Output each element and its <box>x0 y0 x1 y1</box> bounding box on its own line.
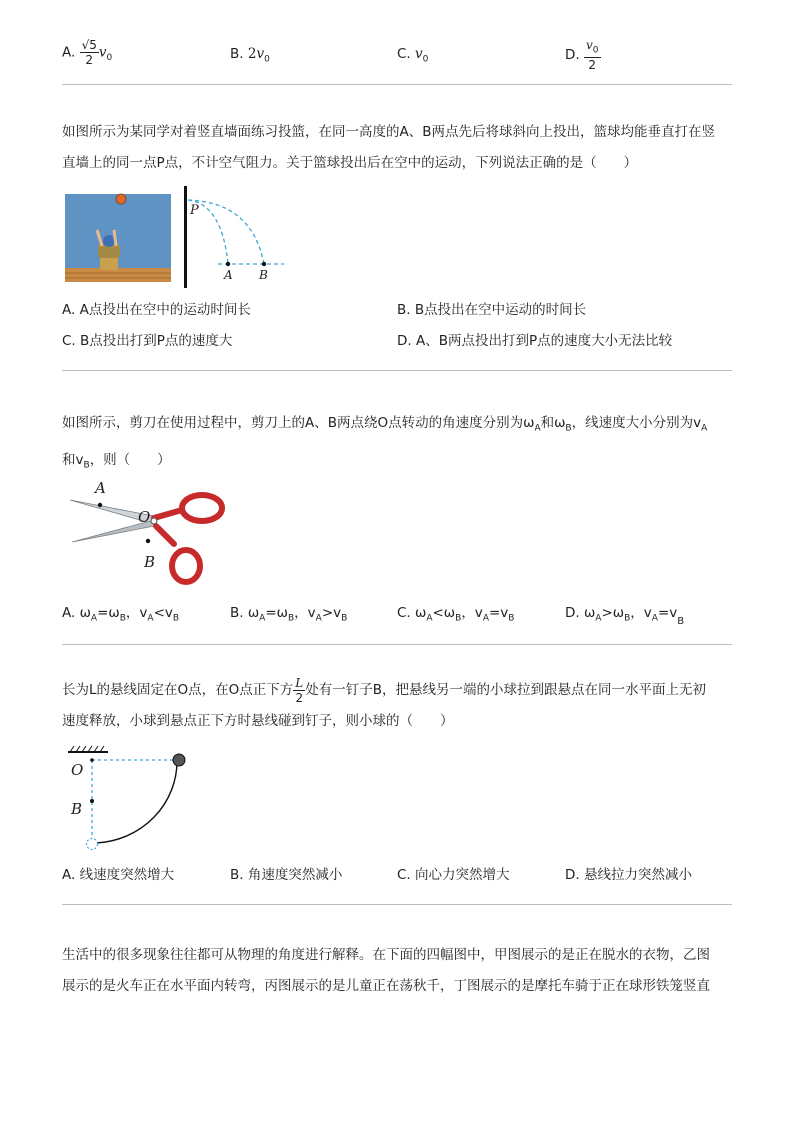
scissors-figure <box>62 474 242 590</box>
divider <box>62 644 732 645</box>
basketball-question: 如图所示为某同学对着竖直墙面练习投篮，在同一高度的A、B两点先后将球斜向上投出，篮球均能垂直打在竖 直墙上的同一点P点，不计空气阻力。关于篮球投出后在空中的运动，下列说法正确的是（ ） <box>62 124 715 171</box>
basketball-option-a: A. A点投出在空中的运动时间长 <box>62 302 251 318</box>
basketball-option-c: C. B点投出打到P点的速度大 <box>62 333 233 349</box>
scissors-option-d: D. $\omega_A>\omega_B$，$v_A=v_B$ <box>565 605 685 627</box>
label-o: O <box>71 761 84 779</box>
label-b: B <box>259 268 268 282</box>
divider <box>62 370 732 371</box>
wall <box>184 186 187 288</box>
label-p: P <box>190 203 199 218</box>
pivot-o <box>151 518 157 524</box>
basketball-option-d: D. A、B两点投出打到P点的速度大小无法比较 <box>397 333 673 349</box>
ball-bottom-icon <box>87 839 98 850</box>
fraction: $\frac{√5}{2}$ <box>81 38 97 67</box>
handle-upper <box>182 495 222 521</box>
nail-b <box>90 799 94 803</box>
scissors-option-b: B. $\omega_A=\omega_B$，$v_A>v_B$ <box>230 605 348 624</box>
point-o <box>90 758 94 762</box>
scissors-option-a: A. $\omega_A=\omega_B$，$v_A<v_B$ <box>62 605 180 624</box>
fraction: $\frac{L}{2}$ <box>295 675 304 705</box>
basketball-icon <box>116 194 126 204</box>
pendulum-figure <box>62 744 202 854</box>
label-a: A <box>224 268 233 282</box>
point-a <box>98 503 102 507</box>
divider <box>62 904 732 905</box>
label-a: A <box>95 479 106 497</box>
pendulum-option-d: D. 悬线拉力突然减小 <box>565 867 692 883</box>
pendulum-question: 长为L的悬线固定在O点，在O点正下方 $\frac{L}{2}$ 处有一钉子B，把悬线另一端的小球拉到跟悬点在同一水平面上无初 速度释放，小球到悬点正下方时悬线碰到钉子，则小球的（ ） <box>62 675 707 729</box>
basketball-figure <box>62 186 292 290</box>
pendulum-option-a: A. 线速度突然增大 <box>62 867 175 883</box>
label-b: B <box>71 800 83 818</box>
point-b <box>262 262 266 266</box>
ball-icon <box>173 754 185 766</box>
pendulum-option-c: C. 向心力突然增大 <box>397 867 510 883</box>
prev-option-c: C. $v_0$ <box>397 46 429 65</box>
court-floor <box>65 268 171 282</box>
basketball-option-b: B. B点投出在空中运动的时间长 <box>397 302 587 318</box>
handle-lower <box>172 550 200 582</box>
prev-option-d: D. $\frac{v_0}{2}$ <box>565 38 599 73</box>
divider <box>62 84 732 85</box>
fraction: $\frac{v_0}{2}$ <box>585 38 599 73</box>
label-b: B <box>144 553 156 571</box>
life-question: 生活中的很多现象往往都可从物理的角度进行解释。在下面的四幅图中，甲图展示的是正在脱水的衣物，乙图 展示的是火车正在水平面内转弯，丙图展示的是儿童正在荡秋千，丁图展示的是摩托车骑于正在球形铁笼竖直 <box>62 947 710 994</box>
point-b <box>146 539 150 543</box>
swing-arc <box>96 760 177 843</box>
trajectory-b <box>188 200 264 264</box>
label-o: O <box>138 508 151 526</box>
prev-option-a: A. $\frac{√5}{2}$ $v_0$ <box>62 38 113 67</box>
prev-option-b: B. $2v_0$ <box>230 46 270 65</box>
scissors-option-c: C. $\omega_A<\omega_B$，$v_A=v_B$ <box>397 605 515 624</box>
scissors-question: 如图所示，剪刀在使用过程中，剪刀上的A、B两点绕O点转动的角速度分别为$\omega_A$和$\omega_B$，线速度大小分别为$v_A$ 和$v_B$，则（ ） <box>62 415 708 471</box>
point-a <box>226 262 230 266</box>
pendulum-option-b: B. 角速度突然减小 <box>230 867 343 883</box>
